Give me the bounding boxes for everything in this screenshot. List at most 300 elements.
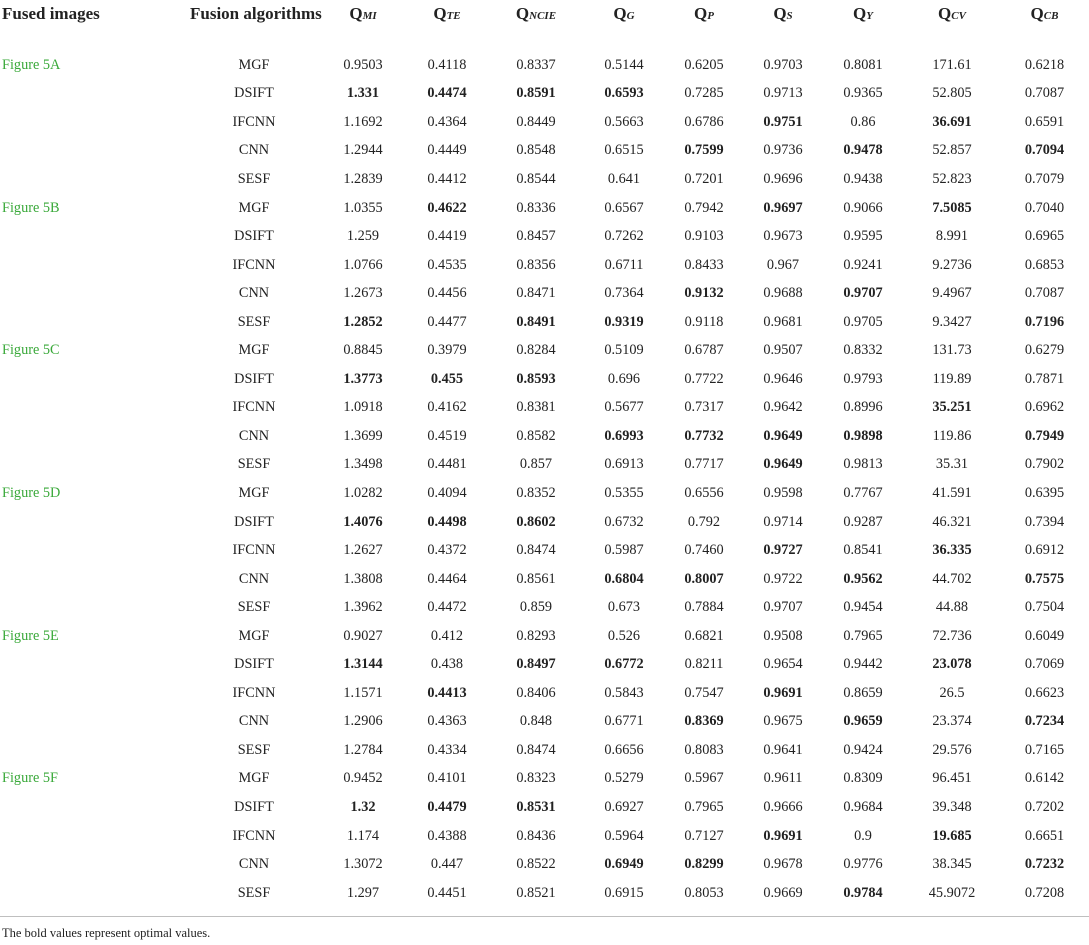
metric-value-cell: 0.9598: [763, 484, 803, 501]
figure-link: [0, 422, 150, 451]
metric-value-cell: 0.9675: [763, 713, 803, 730]
metric-value-cell: 1.4076: [343, 513, 383, 530]
metric-value-cell: 0.9654: [763, 656, 803, 673]
table-row: [0, 708, 1089, 737]
metric-value-cell: 0.4479: [427, 798, 467, 815]
metric-value-cell: 0.6651: [1024, 827, 1065, 844]
metric-value-cell: 0.6656: [604, 741, 644, 758]
metric-value-cell: 0.7460: [684, 542, 724, 559]
metric-value-cell: 0.8406: [516, 684, 556, 701]
figure-link: [0, 879, 150, 908]
metric-value-cell: 46.321: [932, 513, 972, 530]
metric-value-cell: 0.8081: [843, 56, 883, 73]
column-header-subscript: CV: [951, 10, 966, 22]
column-header: [488, 0, 584, 51]
figure-link[interactable]: Figure 5D: [2, 484, 61, 501]
metric-value-cell: 1.0918: [343, 399, 383, 416]
metric-value-cell: 0.6049: [1024, 627, 1065, 644]
column-header-label: Fused images: [2, 4, 100, 23]
table-row: [0, 394, 1089, 423]
metric-value-cell: 0.9595: [843, 228, 883, 245]
metric-value-cell: 0.5843: [604, 684, 644, 701]
metric-value-cell: 0.4451: [427, 884, 467, 901]
metric-value-cell: 0.4481: [427, 456, 467, 473]
metric-value-cell: 0.5144: [604, 56, 644, 73]
metric-value-cell: 52.823: [932, 170, 972, 187]
metric-value-cell: 0.9669: [763, 884, 803, 901]
metric-value-cell: 1.2673: [343, 285, 383, 302]
metric-value-cell: 0.8591: [516, 85, 556, 102]
algorithm-cell: SESF: [237, 884, 271, 901]
metric-value-cell: 0.9714: [763, 513, 803, 530]
column-header-label: Q: [349, 4, 363, 23]
metric-value-cell: 23.374: [932, 713, 972, 730]
metric-value-cell: 72.736: [932, 627, 972, 644]
metric-value-cell: 0.4498: [427, 513, 467, 530]
metric-value-cell: 0.9793: [843, 370, 883, 387]
metric-value-cell: 1.2944: [343, 142, 383, 159]
figure-link: [0, 736, 150, 765]
metric-value-cell: 0.7087: [1024, 285, 1065, 302]
metric-value-cell: 0.9611: [763, 770, 803, 787]
algorithm-cell: MGF: [238, 199, 270, 216]
metric-value-cell: 44.88: [935, 599, 969, 616]
algorithm-cell: MGF: [238, 627, 270, 644]
metric-value-cell: 0.9442: [843, 656, 883, 673]
metric-value-cell: 0.8433: [684, 256, 724, 273]
metric-value-cell: 0.4334: [427, 741, 467, 758]
column-header: [744, 0, 822, 51]
metric-value-cell: 0.8323: [516, 770, 556, 787]
metric-value-cell: 19.685: [932, 827, 972, 844]
figure-link: [0, 593, 150, 622]
metric-value-cell: 0.6913: [604, 456, 644, 473]
metric-value-cell: 0.7599: [684, 142, 724, 159]
table-row: [0, 593, 1089, 622]
metric-value-cell: 0.7547: [684, 684, 724, 701]
metric-value-cell: 1.3144: [343, 656, 383, 673]
algorithm-cell: MGF: [238, 342, 270, 359]
algorithm-cell: CNN: [238, 570, 270, 587]
metric-value-cell: 0.6556: [684, 484, 724, 501]
table-row: [0, 108, 1089, 137]
metric-value-cell: 0.9066: [843, 199, 883, 216]
metric-value-cell: 0.848: [519, 713, 553, 730]
figure-link: [0, 251, 150, 280]
metric-value-cell: 0.9751: [763, 113, 803, 130]
metric-value-cell: 1.0355: [343, 199, 383, 216]
metric-value-cell: 0.8474: [516, 542, 556, 559]
algorithm-cell: MGF: [238, 770, 270, 787]
metric-value-cell: 0.5279: [604, 770, 644, 787]
metric-value-cell: 0.6567: [604, 199, 644, 216]
table-header-row: [0, 0, 1089, 51]
metric-value-cell: 0.4364: [427, 113, 467, 130]
metric-value-cell: 0.8381: [516, 399, 556, 416]
metric-value-cell: 0.8491: [516, 313, 556, 330]
column-header: [0, 0, 150, 51]
metric-value-cell: 1.2627: [343, 542, 383, 559]
metric-value-cell: 0.8497: [516, 656, 556, 673]
column-header-label: Q: [853, 4, 867, 23]
algorithm-cell: CNN: [238, 427, 270, 444]
metric-value-cell: 0.4419: [427, 228, 467, 245]
metric-value-cell: 0.6915: [604, 884, 644, 901]
metric-value-cell: 0.7965: [843, 627, 883, 644]
figure-link: [0, 137, 150, 166]
metric-value-cell: 0.6771: [604, 713, 644, 730]
metric-value-cell: 0.8582: [516, 427, 556, 444]
metric-value-cell: 26.5: [939, 684, 965, 701]
column-header: [320, 0, 406, 51]
metric-value-cell: 44.702: [932, 570, 972, 587]
metric-value-cell: 1.3498: [343, 456, 383, 473]
metric-value-cell: 0.7208: [1024, 884, 1065, 901]
metric-value-cell: 36.335: [932, 542, 972, 559]
metric-value-cell: 0.8211: [684, 656, 724, 673]
metric-value-cell: 0.4535: [427, 256, 467, 273]
metric-value-cell: 0.7575: [1024, 570, 1065, 587]
figure-link: [0, 451, 150, 480]
column-header-label: Q: [433, 4, 447, 23]
metric-value-cell: 0.8602: [516, 513, 556, 530]
metric-value-cell: 0.5355: [604, 484, 644, 501]
metric-value-cell: 171.61: [932, 56, 972, 73]
metric-value-cell: 0.9688: [763, 285, 803, 302]
metric-value-cell: 0.8369: [684, 713, 724, 730]
metric-value-cell: 0.9736: [763, 142, 803, 159]
table-row: [0, 479, 1089, 508]
metric-value-cell: 1.3773: [343, 370, 383, 387]
table-row: [0, 536, 1089, 565]
column-header: [822, 0, 904, 51]
algorithm-cell: SESF: [237, 313, 271, 330]
figure-link: [0, 222, 150, 251]
algorithm-cell: SESF: [237, 170, 271, 187]
metric-value-cell: 0.9503: [343, 56, 383, 73]
metric-value-cell: 1.0282: [343, 484, 383, 501]
metric-value-cell: 1.0766: [343, 256, 383, 273]
figure-link: [0, 822, 150, 851]
metric-value-cell: 9.2736: [932, 256, 972, 273]
metric-value-cell: 0.9666: [763, 798, 803, 815]
metric-value-cell: 0.4472: [427, 599, 467, 616]
metric-value-cell: 0.967: [766, 256, 800, 273]
metric-value-cell: 0.8352: [516, 484, 556, 501]
column-header: [904, 0, 1000, 51]
metric-value-cell: 0.5987: [604, 542, 644, 559]
metric-value-cell: 0.4162: [427, 399, 467, 416]
metric-value-cell: 1.2839: [343, 170, 383, 187]
metric-value-cell: 0.4519: [427, 427, 467, 444]
metric-value-cell: 0.641: [607, 170, 641, 187]
table-footnote: The bold values represent optimal values.: [2, 926, 211, 940]
metric-value-cell: 0.7201: [684, 170, 724, 187]
metric-value-cell: 0.7717: [684, 456, 724, 473]
metric-value-cell: 0.7871: [1024, 370, 1065, 387]
table-row: [0, 279, 1089, 308]
algorithm-cell: IFCNN: [232, 684, 276, 701]
metric-value-cell: 0.792: [687, 513, 721, 530]
metric-value-cell: 0.7079: [1024, 170, 1065, 187]
algorithm-cell: IFCNN: [232, 256, 276, 273]
metric-value-cell: 0.6965: [1024, 228, 1065, 245]
metric-value-cell: 1.259: [346, 228, 380, 245]
metric-value-cell: 0.8457: [516, 228, 556, 245]
metric-value-cell: 0.9813: [843, 456, 883, 473]
metric-value-cell: 0.4464: [427, 570, 467, 587]
metric-value-cell: 0.7504: [1024, 599, 1065, 616]
figure-link: [0, 650, 150, 679]
metric-value-cell: 0.6279: [1024, 342, 1065, 359]
metric-value-cell: 0.9707: [843, 285, 883, 302]
figure-link[interactable]: Figure 5E: [2, 627, 59, 644]
metric-value-cell: 0.8561: [516, 570, 556, 587]
metric-value-cell: 0.7094: [1024, 142, 1065, 159]
metric-value-cell: 0.526: [607, 627, 641, 644]
metric-value-cell: 0.9241: [843, 256, 883, 273]
column-header-label: Fusion algorithms: [190, 4, 322, 23]
column-header-subscript: CB: [1043, 10, 1059, 22]
metric-value-cell: 0.9784: [843, 884, 883, 901]
table-row: [0, 736, 1089, 765]
metric-value-cell: 45.9072: [928, 884, 976, 901]
algorithm-cell: DSIFT: [234, 370, 274, 387]
metric-value-cell: 0.9027: [343, 627, 383, 644]
figure-link: [0, 536, 150, 565]
metric-value-cell: 0.7262: [604, 228, 644, 245]
metric-value-cell: 1.331: [346, 85, 380, 102]
metric-value-cell: 1.2906: [343, 713, 383, 730]
metric-value-cell: 0.9691: [763, 684, 803, 701]
metric-value-cell: 0.447: [430, 856, 464, 873]
table-body: [0, 51, 1089, 907]
algorithm-cell: DSIFT: [234, 798, 274, 815]
metric-value-cell: 0.4372: [427, 542, 467, 559]
table-row: [0, 650, 1089, 679]
metric-value-cell: 0.7949: [1024, 427, 1065, 444]
metric-value-cell: 0.4456: [427, 285, 467, 302]
metric-value-cell: 0.9713: [763, 85, 803, 102]
metric-value-cell: 0.857: [519, 456, 553, 473]
metric-value-cell: 0.7127: [684, 827, 724, 844]
metric-value-cell: 0.8332: [843, 342, 883, 359]
algorithm-cell: DSIFT: [234, 513, 274, 530]
algorithm-cell: MGF: [238, 56, 270, 73]
metric-value-cell: 0.9705: [843, 313, 883, 330]
metric-value-cell: 0.9507: [763, 342, 803, 359]
column-header-subscript: P: [707, 10, 714, 22]
metric-value-cell: 0.9478: [843, 142, 883, 159]
metric-value-cell: 0.6515: [604, 142, 644, 159]
metric-value-cell: 0.9727: [763, 542, 803, 559]
figure-link[interactable]: Figure 5F: [2, 770, 59, 787]
metric-value-cell: 0.8593: [516, 370, 556, 387]
column-header-subscript: G: [626, 10, 635, 22]
algorithm-cell: MGF: [238, 484, 270, 501]
metric-value-cell: 0.8471: [516, 285, 556, 302]
metric-value-cell: 7.5085: [932, 199, 972, 216]
metric-value-cell: 1.1692: [343, 113, 383, 130]
metric-value-cell: 0.859: [519, 599, 553, 616]
algorithm-cell: DSIFT: [234, 85, 274, 102]
column-header: [664, 0, 744, 51]
metric-value-cell: 0.8449: [516, 113, 556, 130]
metric-value-cell: 0.4622: [427, 199, 467, 216]
algorithm-cell: CNN: [238, 142, 270, 159]
column-header-subscript: MI: [362, 10, 377, 22]
metric-value-cell: 0.7965: [684, 798, 724, 815]
metric-value-cell: 0.4388: [427, 827, 467, 844]
metric-value-cell: 0.7767: [843, 484, 883, 501]
figure-link[interactable]: Figure 5C: [2, 342, 60, 359]
metric-value-cell: 41.591: [932, 484, 972, 501]
metric-value-cell: 1.32: [350, 798, 376, 815]
metric-value-cell: 0.9319: [604, 313, 644, 330]
column-header: [406, 0, 488, 51]
metric-value-cell: 1.3072: [343, 856, 383, 873]
metric-value-cell: 0.412: [430, 627, 464, 644]
algorithm-cell: CNN: [238, 713, 270, 730]
column-header-label: Q: [694, 4, 708, 23]
metric-value-cell: 0.5677: [604, 399, 644, 416]
table-row: [0, 793, 1089, 822]
metric-value-cell: 35.31: [935, 456, 969, 473]
algorithm-cell: IFCNN: [232, 827, 276, 844]
table-row: [0, 850, 1089, 879]
metric-value-cell: 0.6218: [1024, 56, 1065, 73]
metric-value-cell: 0.9103: [684, 228, 724, 245]
table-row: [0, 194, 1089, 223]
metric-value-cell: 0.8284: [516, 342, 556, 359]
metric-value-cell: 0.6593: [604, 85, 644, 102]
algorithm-cell: DSIFT: [234, 656, 274, 673]
metric-value-cell: 0.4413: [427, 684, 467, 701]
metric-value-cell: 0.6912: [1024, 542, 1065, 559]
table-row: [0, 622, 1089, 651]
metric-value-cell: 0.7722: [684, 370, 724, 387]
metric-value-cell: 119.86: [932, 427, 972, 444]
metric-value-cell: 0.7285: [684, 85, 724, 102]
metric-value-cell: 1.2784: [343, 741, 383, 758]
figure-link: [0, 394, 150, 423]
metric-value-cell: 0.673: [607, 599, 641, 616]
algorithm-cell: SESF: [237, 741, 271, 758]
metric-value-cell: 9.3427: [932, 313, 972, 330]
metric-value-cell: 0.6142: [1024, 770, 1065, 787]
metric-value-cell: 1.3962: [343, 599, 383, 616]
metric-value-cell: 0.6962: [1024, 399, 1065, 416]
metric-value-cell: 23.078: [932, 656, 972, 673]
table-row: [0, 308, 1089, 337]
metric-value-cell: 0.9641: [763, 741, 803, 758]
metric-value-cell: 0.8293: [516, 627, 556, 644]
metric-value-cell: 1.3699: [343, 427, 383, 444]
figure-link: [0, 365, 150, 394]
metric-value-cell: 0.8996: [843, 399, 883, 416]
metric-value-cell: 0.9776: [843, 856, 883, 873]
algorithm-cell: CNN: [238, 856, 270, 873]
metric-value-cell: 0.7196: [1024, 313, 1065, 330]
metric-value-cell: 0.9365: [843, 85, 883, 102]
metric-value-cell: 52.857: [932, 142, 972, 159]
metric-value-cell: 36.691: [932, 113, 972, 130]
metric-value-cell: 0.5663: [604, 113, 644, 130]
metric-value-cell: 0.8521: [516, 884, 556, 901]
algorithm-cell: SESF: [237, 456, 271, 473]
column-header-label: Q: [773, 4, 787, 23]
metric-value-cell: 0.9697: [763, 199, 803, 216]
algorithm-cell: IFCNN: [232, 399, 276, 416]
metric-value-cell: 0.8299: [684, 856, 724, 873]
metric-value-cell: 0.3979: [427, 342, 467, 359]
metric-value-cell: 52.805: [932, 85, 972, 102]
metric-value-cell: 0.9118: [684, 313, 724, 330]
metric-value-cell: 0.9454: [843, 599, 883, 616]
metric-value-cell: 0.9508: [763, 627, 803, 644]
metric-value-cell: 0.7732: [684, 427, 724, 444]
algorithm-cell: IFCNN: [232, 113, 276, 130]
table-row: [0, 336, 1089, 365]
metric-value-cell: 0.9898: [843, 427, 883, 444]
metric-value-cell: 0.8356: [516, 256, 556, 273]
table-row: [0, 137, 1089, 166]
metric-value-cell: 0.9678: [763, 856, 803, 873]
figure-link[interactable]: Figure 5A: [2, 56, 61, 73]
metric-value-cell: 0.5109: [604, 342, 644, 359]
metric-value-cell: 0.7942: [684, 199, 724, 216]
metric-value-cell: 1.2852: [343, 313, 383, 330]
figure-link[interactable]: Figure 5B: [2, 199, 60, 216]
metric-value-cell: 0.9707: [763, 599, 803, 616]
metric-value-cell: 38.345: [932, 856, 972, 873]
metric-value-cell: 0.8845: [343, 342, 383, 359]
metric-value-cell: 0.8531: [516, 798, 556, 815]
column-header: [584, 0, 664, 51]
metric-value-cell: 0.4474: [427, 85, 467, 102]
figure-link: [0, 850, 150, 879]
figure-link: [0, 80, 150, 109]
metric-value-cell: 0.9642: [763, 399, 803, 416]
metric-value-cell: 39.348: [932, 798, 972, 815]
metric-value-cell: 0.8007: [684, 570, 724, 587]
metric-value-cell: 0.6853: [1024, 256, 1065, 273]
metric-value-cell: 0.7069: [1024, 656, 1065, 673]
metric-value-cell: 0.6804: [604, 570, 644, 587]
table-row: [0, 822, 1089, 851]
column-header: [1000, 0, 1089, 51]
column-header-label: Q: [938, 4, 952, 23]
metric-value-cell: 0.4412: [427, 170, 467, 187]
metric-value-cell: 35.251: [932, 399, 972, 416]
metric-value-cell: 0.5964: [604, 827, 644, 844]
table-row: [0, 51, 1089, 80]
metric-value-cell: 0.7087: [1024, 85, 1065, 102]
figure-link: [0, 165, 150, 194]
metric-value-cell: 0.7902: [1024, 456, 1065, 473]
table-row: [0, 222, 1089, 251]
metric-value-cell: 8.991: [935, 228, 969, 245]
algorithm-cell: IFCNN: [232, 542, 276, 559]
figure-link: [0, 679, 150, 708]
column-header-label: Q: [1030, 4, 1044, 23]
metric-value-cell: 0.8337: [516, 56, 556, 73]
metric-value-cell: 0.4449: [427, 142, 467, 159]
metric-value-cell: 0.9287: [843, 513, 883, 530]
algorithm-cell: DSIFT: [234, 228, 274, 245]
metric-value-cell: 0.9438: [843, 170, 883, 187]
metric-value-cell: 0.4477: [427, 313, 467, 330]
